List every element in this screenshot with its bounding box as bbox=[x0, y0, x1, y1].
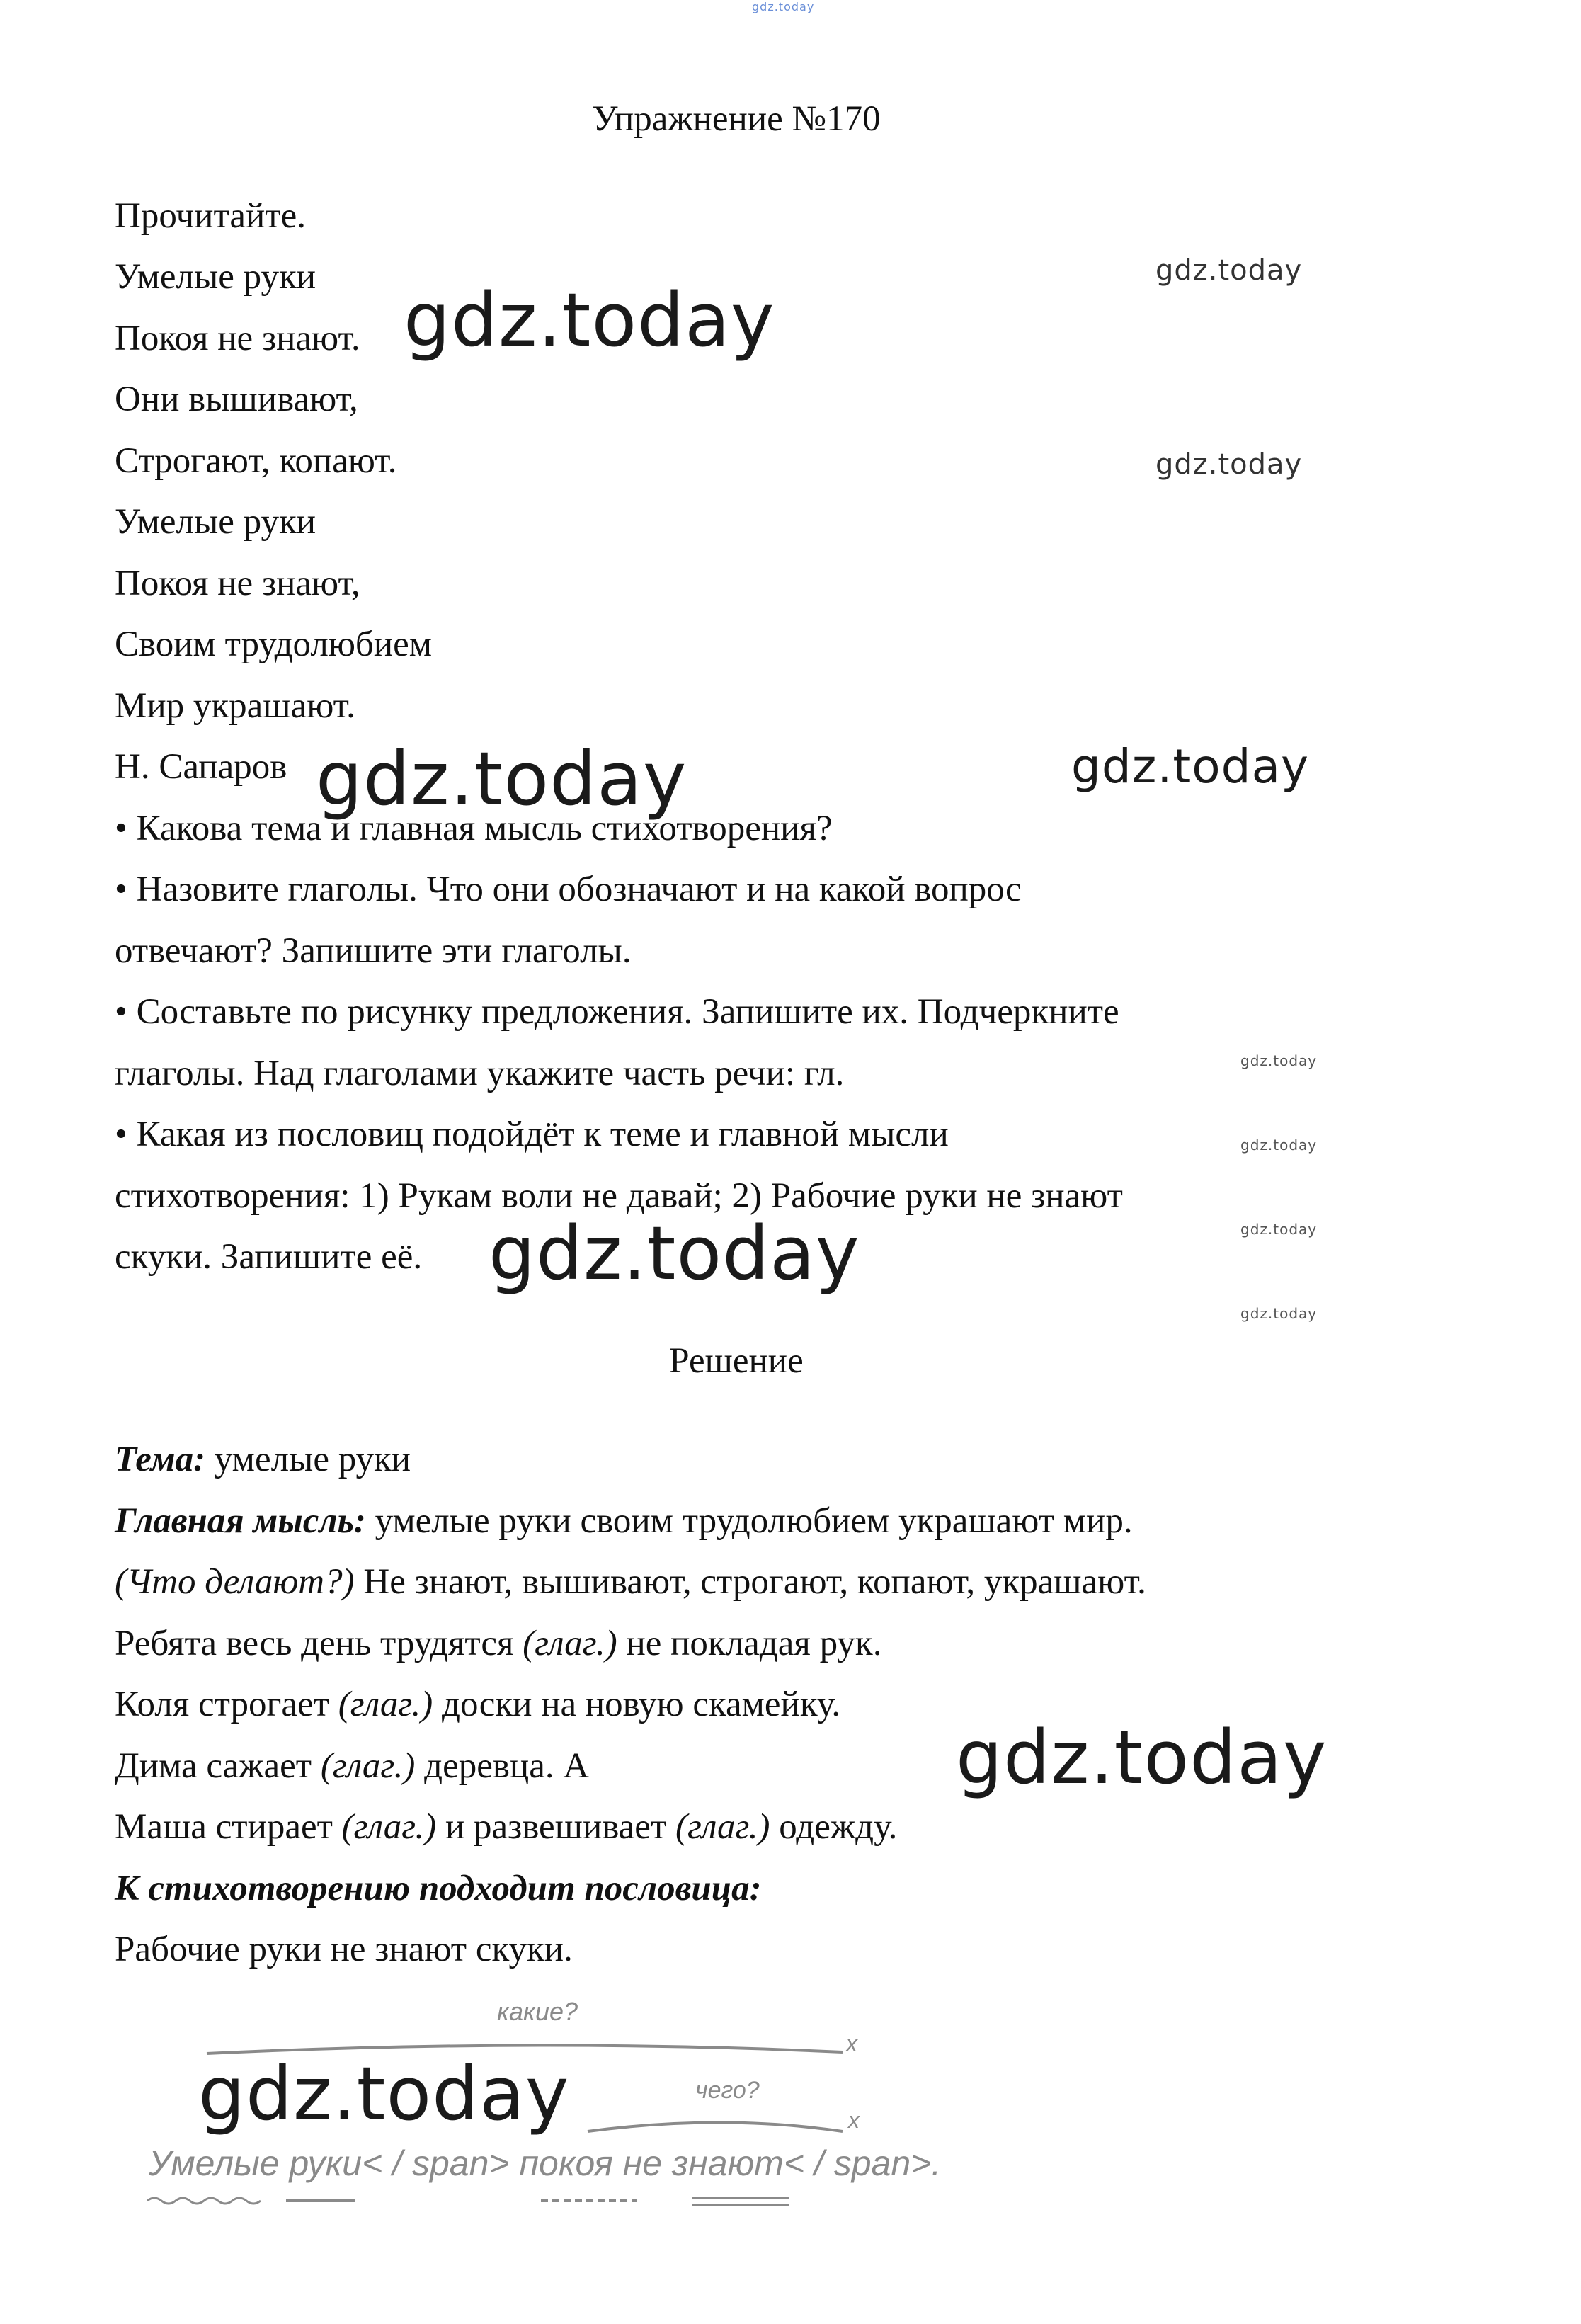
part-of-speech-label: (глаг.) bbox=[338, 1685, 433, 1724]
diagram-question: чего? bbox=[695, 2077, 760, 2104]
question-line: • Какова тема и главная мысль стихотворения? bbox=[115, 809, 833, 848]
main-idea-label: Главная мысль: bbox=[115, 1501, 366, 1541]
sentence-part: и развешивает bbox=[436, 1807, 675, 1847]
solution-heading: Решение bbox=[669, 1341, 804, 1381]
verbs-question: (Что делают?) bbox=[115, 1562, 355, 1602]
proverb-text: Рабочие руки не знают скуки. bbox=[115, 1930, 573, 1969]
diagram-word: Умелые bbox=[149, 2143, 280, 2183]
watermark-top: gdz.today bbox=[752, 0, 815, 13]
poem-line: Мир украшают. bbox=[115, 686, 355, 726]
question-line: скуки. Запишите её. bbox=[115, 1237, 423, 1277]
watermark: gdz.today bbox=[1155, 254, 1303, 287]
poem-line: Умелые руки bbox=[115, 502, 316, 542]
poem-line: Покоя не знают, bbox=[115, 564, 360, 603]
sentence-part: не покладая рук. bbox=[617, 1624, 882, 1663]
question-line: стихотворения: 1) Рукам воли не давай; 2) Рабочие руки не знают bbox=[115, 1176, 1123, 1216]
poem-line: Покоя не знают. bbox=[115, 319, 360, 358]
diagram-artifact: < / span> bbox=[362, 2143, 510, 2183]
sentence-part: Маша стирает bbox=[115, 1807, 342, 1847]
part-of-speech-label: (глаг.) bbox=[675, 1807, 770, 1847]
part-of-speech-label: (глаг.) bbox=[320, 1746, 416, 1786]
sentence-part: Ребята весь день трудятся bbox=[115, 1624, 523, 1663]
diagram-x-mark: x bbox=[846, 2031, 857, 2056]
poem-author: Н. Сапаров bbox=[115, 747, 287, 787]
diagram-arc-upper bbox=[207, 2045, 843, 2054]
task-instruction: Прочитайте. bbox=[115, 196, 306, 236]
question-line: отвечают? Запишите эти глаголы. bbox=[115, 931, 632, 971]
watermark: gdz.today bbox=[1240, 1137, 1318, 1154]
diagram-word: знают bbox=[672, 2143, 784, 2183]
poem-line: Умелые руки bbox=[115, 257, 316, 297]
question-line: • Назовите глаголы. Что они обозначают и на какой вопрос bbox=[115, 870, 1022, 909]
part-of-speech-label: (глаг.) bbox=[523, 1624, 617, 1663]
question-line: • Составьте по рисунку предложения. Запишите их. Подчеркните bbox=[115, 992, 1119, 1032]
main-idea-text: умелые руки своим трудолюбием украшают мир. bbox=[365, 1501, 1133, 1541]
sentence-part: Коля строгает bbox=[115, 1685, 338, 1724]
sentence-part: Дима сажает bbox=[115, 1746, 321, 1786]
watermark: gdz.today bbox=[489, 1210, 860, 1297]
watermark: gdz.today bbox=[1240, 1052, 1318, 1069]
theme-text: умелые руки bbox=[205, 1440, 411, 1479]
part-of-speech-label: (глаг.) bbox=[341, 1807, 437, 1847]
watermark: gdz.today bbox=[1155, 448, 1303, 481]
diagram-word: руки bbox=[289, 2143, 363, 2183]
poem-line: Строгают, копают. bbox=[115, 441, 397, 481]
poem-line: Они вышивают, bbox=[115, 380, 358, 419]
diagram-sentence bbox=[149, 2143, 942, 2183]
proverb-label: К стихотворению подходит пословица: bbox=[115, 1869, 762, 1908]
poem-line: Своим трудолюбием bbox=[115, 625, 433, 664]
sentence-part: деревца. А bbox=[415, 1746, 590, 1786]
verbs-text: Не знают, вышивают, строгают, копают, украшают. bbox=[354, 1562, 1146, 1602]
diagram-word: покоя bbox=[519, 2143, 613, 2183]
sentence-part: одежду. bbox=[770, 1807, 898, 1847]
diagram-arc-lower bbox=[588, 2123, 843, 2132]
watermark: gdz.today bbox=[404, 277, 775, 363]
sentence-part: доски на новую скамейку. bbox=[433, 1685, 841, 1724]
watermark: gdz.today bbox=[1240, 1305, 1318, 1322]
wavy-underline bbox=[147, 2198, 261, 2204]
watermark: gdz.today bbox=[198, 2051, 570, 2137]
diagram-x-mark: x bbox=[848, 2107, 860, 2133]
question-line: • Какая из пословиц подойдёт к теме и главной мысли bbox=[115, 1115, 949, 1154]
diagram-word: не bbox=[622, 2143, 663, 2183]
diagram-question: какие? bbox=[497, 1997, 578, 2026]
watermark: gdz.today bbox=[1071, 739, 1310, 794]
watermark: gdz.today bbox=[316, 736, 687, 822]
theme-label: Тема: bbox=[115, 1440, 206, 1479]
watermark: gdz.today bbox=[956, 1714, 1328, 1801]
diagram-artifact: < / span>. bbox=[783, 2143, 942, 2183]
page-title: Упражнение №170 bbox=[592, 99, 881, 139]
question-line: глаголы. Над глаголами укажите часть речи: гл. bbox=[115, 1054, 845, 1093]
watermark: gdz.today bbox=[1240, 1221, 1318, 1238]
